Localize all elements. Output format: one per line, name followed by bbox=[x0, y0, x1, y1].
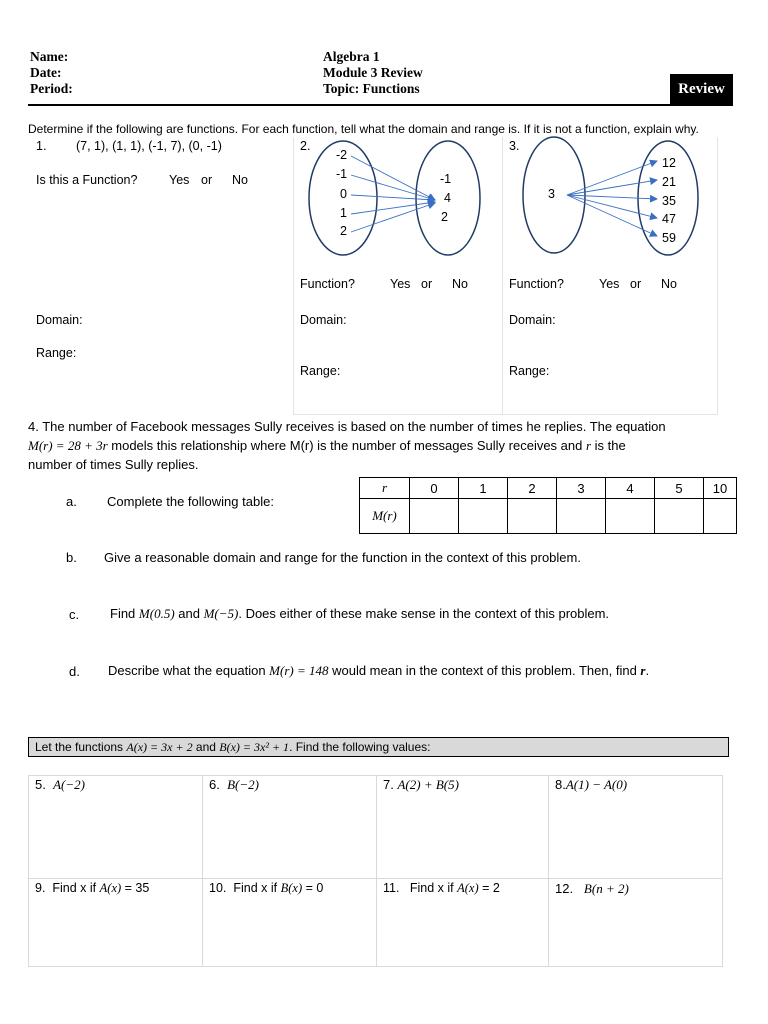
q4c-and: and bbox=[174, 606, 204, 621]
problem-expr: B(n + 2) bbox=[583, 881, 629, 896]
q2-or: or bbox=[421, 277, 433, 291]
banner-a-def: A(x) = 3x + 2 bbox=[126, 740, 193, 754]
grid-line bbox=[202, 775, 203, 966]
name-label: Name: bbox=[30, 49, 69, 64]
problem-expr: B(−2) bbox=[227, 777, 259, 792]
q3-question: Function? bbox=[509, 277, 564, 291]
header-center bbox=[323, 49, 423, 97]
problem-number: 9. bbox=[35, 881, 46, 895]
q1-domain: Domain: bbox=[36, 313, 83, 327]
q4-equation: M(r) = 28 + 3r bbox=[28, 438, 108, 453]
q2-range: Range: bbox=[300, 364, 341, 378]
q4b-label: b. bbox=[66, 550, 77, 565]
q3-domain: Domain: bbox=[509, 313, 556, 327]
course-title: Algebra 1 bbox=[323, 49, 380, 64]
table-header-r: r bbox=[360, 478, 410, 499]
q1-question: Is this a Function? bbox=[36, 173, 138, 187]
problem-6 bbox=[209, 777, 259, 793]
q2-input: 2 bbox=[340, 224, 347, 238]
problem-5 bbox=[35, 777, 85, 793]
module-title: Module 3 Review bbox=[323, 65, 423, 80]
problem-post: = 0 bbox=[302, 881, 324, 895]
table-header-mr: M(r) bbox=[360, 499, 410, 534]
divider bbox=[293, 414, 718, 415]
q4c-m2: M(−5) bbox=[203, 606, 239, 621]
banner-post: . Find the following values: bbox=[289, 740, 431, 754]
q3-input: 3 bbox=[548, 187, 555, 201]
table-cell: 3 bbox=[557, 478, 606, 499]
q4a-label: a. bbox=[66, 494, 77, 509]
banner-and: and bbox=[192, 740, 220, 754]
q4d-r: r bbox=[640, 663, 646, 678]
q4c-m1: M(0.5) bbox=[138, 606, 175, 621]
banner-pre: Let the functions bbox=[35, 740, 127, 754]
q3-output: 21 bbox=[662, 175, 676, 189]
q1-yes[interactable]: Yes bbox=[169, 173, 190, 187]
q4c-text-pre: Find bbox=[110, 606, 139, 621]
problem-number: 7. bbox=[383, 777, 394, 792]
divider bbox=[717, 137, 718, 415]
q4-line3: number of times Sully replies. bbox=[28, 457, 199, 472]
q3-arrow bbox=[567, 195, 657, 236]
table-answer-cell[interactable] bbox=[410, 499, 459, 534]
table-cell: 2 bbox=[508, 478, 557, 499]
problem-number: 8. bbox=[555, 777, 566, 792]
table-answer-cell[interactable] bbox=[557, 499, 606, 534]
q3-mapping-diagram bbox=[505, 135, 715, 265]
topic-title: Topic: Functions bbox=[323, 81, 420, 96]
q4c-label: c. bbox=[69, 607, 80, 622]
table-row bbox=[360, 499, 737, 534]
q3-range: Range: bbox=[509, 364, 550, 378]
q2-output: 2 bbox=[441, 210, 448, 224]
q4-prompt bbox=[28, 417, 728, 474]
table-row bbox=[360, 478, 737, 499]
q4d-equation: M(r) = 148 bbox=[269, 663, 329, 678]
q4-line1: 4. The number of Facebook messages Sully receives is based on the number of times he replies. The equation bbox=[28, 419, 666, 434]
q4d-text bbox=[108, 663, 649, 679]
divider bbox=[502, 137, 503, 415]
q2-yes[interactable]: Yes bbox=[390, 277, 411, 291]
q1-range: Range: bbox=[36, 346, 77, 360]
table-answer-cell[interactable] bbox=[459, 499, 508, 534]
intro-text: Determine if the following are functions. For each function, tell what the domain and range is. If it is not a function, explain why. bbox=[28, 122, 699, 136]
table-answer-cell[interactable] bbox=[655, 499, 704, 534]
q3-yes[interactable]: Yes bbox=[599, 277, 620, 291]
problem-10 bbox=[209, 881, 323, 896]
table-cell: 0 bbox=[410, 478, 459, 499]
q3-output: 35 bbox=[662, 194, 676, 208]
problem-pre: Find x if bbox=[233, 881, 281, 895]
q4d-end: . bbox=[645, 663, 650, 678]
q3-no[interactable]: No bbox=[661, 277, 677, 291]
period-label: Period: bbox=[30, 81, 73, 96]
q4d-text-pre: Describe what the equation bbox=[108, 663, 270, 678]
q4c-text-post: . Does either of these make sense in the context of this problem. bbox=[238, 606, 610, 621]
q3-or: or bbox=[630, 277, 642, 291]
table-cell: 4 bbox=[606, 478, 655, 499]
problem-number: 12. bbox=[555, 881, 574, 896]
q4-r: r bbox=[585, 438, 592, 453]
q3-output: 47 bbox=[662, 212, 676, 226]
problem-8 bbox=[555, 777, 627, 793]
table-cell: 10 bbox=[704, 478, 737, 499]
table-cell: 1 bbox=[459, 478, 508, 499]
q2-question: Function? bbox=[300, 277, 355, 291]
q4d-label: d. bbox=[69, 664, 80, 679]
header-rule bbox=[28, 104, 733, 106]
problem-expr: A(x) bbox=[457, 881, 479, 895]
functions-banner bbox=[28, 737, 729, 757]
q1-or: or bbox=[201, 173, 213, 187]
header-left bbox=[30, 49, 73, 97]
problem-post: = 2 bbox=[478, 881, 500, 895]
q4-line2 bbox=[28, 436, 728, 455]
problem-post: = 35 bbox=[121, 881, 150, 895]
table-answer-cell[interactable] bbox=[704, 499, 737, 534]
q4a-text: Complete the following table: bbox=[107, 494, 274, 509]
grid-line bbox=[28, 966, 723, 967]
q2-domain: Domain: bbox=[300, 313, 347, 327]
problem-11 bbox=[383, 881, 500, 896]
q4-line2-end: is the bbox=[591, 438, 626, 453]
q4c-text bbox=[110, 606, 609, 622]
problem-number: 11. bbox=[383, 881, 400, 895]
q1-no[interactable]: No bbox=[232, 173, 248, 187]
problem-number: 5. bbox=[35, 777, 46, 792]
grid-line bbox=[548, 775, 549, 966]
problem-12 bbox=[555, 881, 629, 897]
q2-no[interactable]: No bbox=[452, 277, 468, 291]
grid-line bbox=[722, 775, 723, 966]
q2-arrow bbox=[351, 202, 435, 214]
q2-arrow bbox=[351, 195, 435, 200]
problem-pre: Find x if bbox=[409, 881, 458, 895]
q2-arrow bbox=[351, 175, 435, 200]
problem-number: 10. bbox=[209, 881, 227, 895]
problem-expr: A(−2) bbox=[53, 777, 85, 792]
table-answer-cell[interactable] bbox=[508, 499, 557, 534]
problem-expr: A(1) − A(0) bbox=[565, 777, 628, 792]
problem-9 bbox=[35, 881, 149, 896]
problem-expr: A(2) + B(5) bbox=[397, 777, 459, 792]
problem-expr: A(x) bbox=[99, 881, 122, 895]
q2-input: -2 bbox=[336, 148, 348, 162]
q2-input: 1 bbox=[340, 206, 347, 220]
q2-input: -1 bbox=[336, 167, 348, 181]
problem-number: 6. bbox=[209, 777, 220, 792]
banner-b-def: B(x) = 3x² + 1 bbox=[219, 740, 290, 754]
q3-output: 59 bbox=[662, 231, 676, 245]
q2-mapping-diagram bbox=[295, 135, 500, 265]
problem-pre: Find x if bbox=[52, 881, 100, 895]
review-badge: Review bbox=[670, 74, 733, 105]
q1-points: (7, 1), (1, 1), (-1, 7), (0, -1) bbox=[76, 139, 222, 153]
q4d-text-post: would mean in the context of this problem. Then, find bbox=[328, 663, 641, 678]
date-label: Date: bbox=[30, 65, 62, 80]
grid-line bbox=[376, 775, 377, 966]
problem-7 bbox=[383, 777, 459, 793]
q2-output: 4 bbox=[444, 191, 451, 205]
grid-line bbox=[28, 775, 29, 966]
q1-number: 1. bbox=[36, 139, 47, 153]
q4-line2-text: models this relationship where M(r) is the number of messages Sully receives and bbox=[107, 438, 583, 453]
q2-output: -1 bbox=[440, 172, 452, 186]
q2-number: 2. bbox=[300, 139, 311, 153]
q2-arrow bbox=[351, 203, 435, 232]
q4b-text: Give a reasonable domain and range for the function in the context of this problem. bbox=[104, 550, 581, 565]
table-cell: 5 bbox=[655, 478, 704, 499]
q3-output: 12 bbox=[662, 156, 676, 170]
q3-number: 3. bbox=[509, 139, 520, 153]
q3-arrow bbox=[567, 180, 657, 195]
divider bbox=[293, 137, 294, 415]
table-answer-cell[interactable] bbox=[606, 499, 655, 534]
q4-table bbox=[359, 477, 737, 534]
problem-expr: B(x) bbox=[280, 881, 303, 895]
q2-input: 0 bbox=[340, 187, 347, 201]
